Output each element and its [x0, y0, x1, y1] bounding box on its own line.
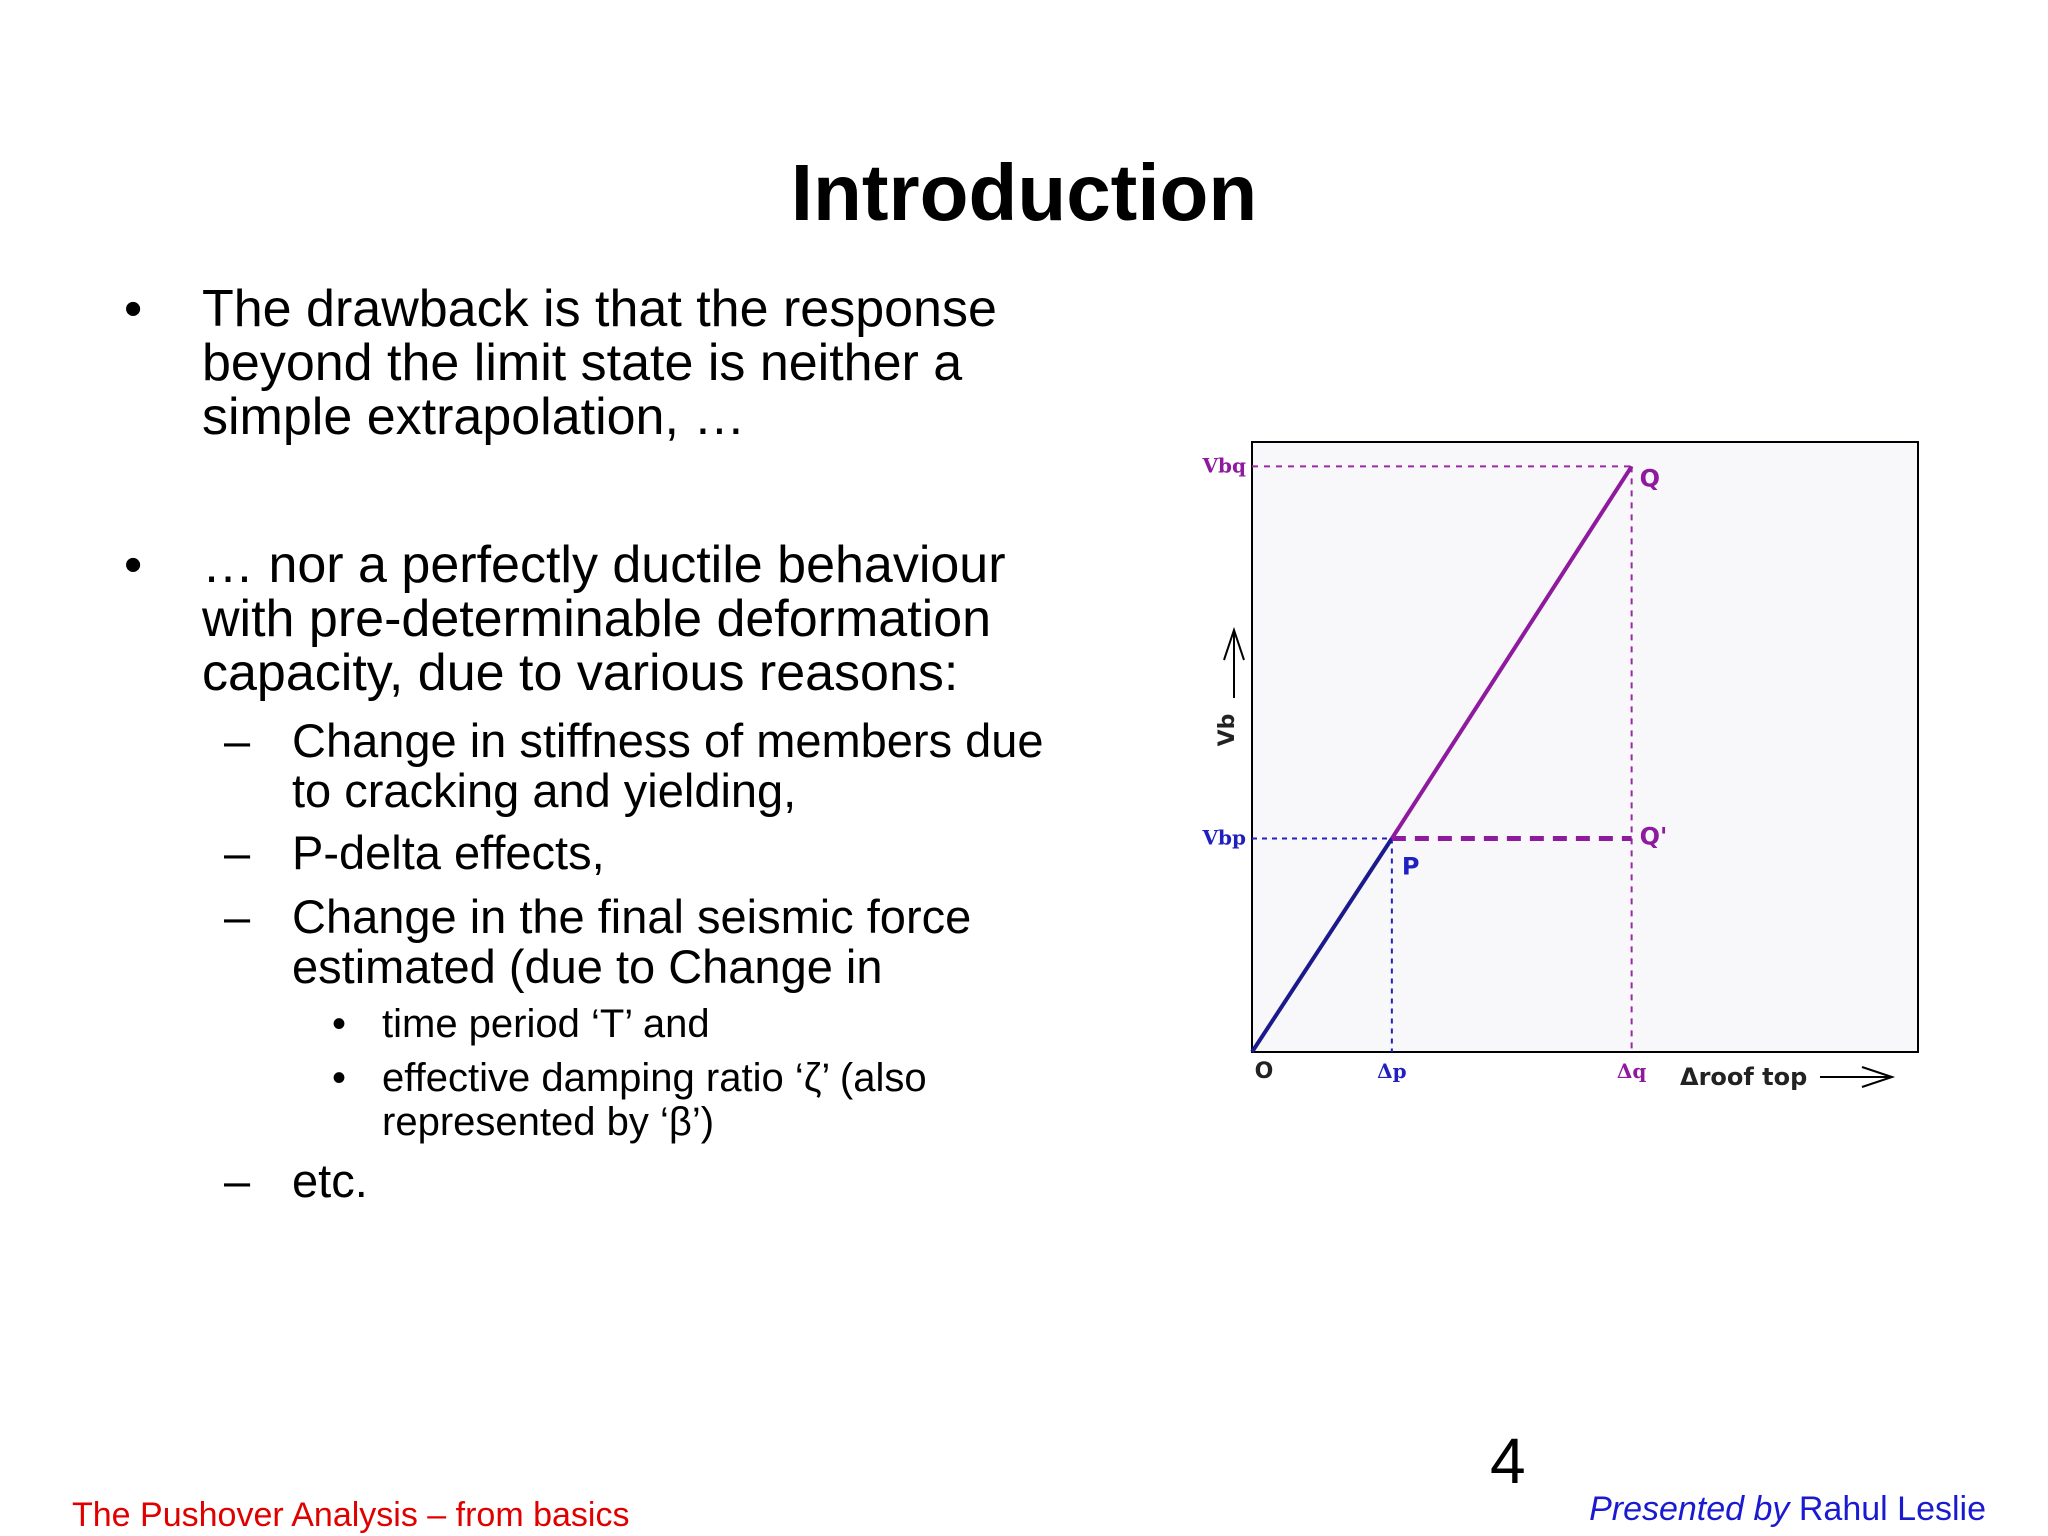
bullet-1-line-3: simple extrapolation, … — [202, 388, 746, 446]
subitem-3-line-2: estimated (due to Change in — [292, 940, 883, 993]
presented-by-label: Presented by — [1589, 1490, 1790, 1528]
bullet-marker: • — [332, 1056, 347, 1100]
y-tick-label-vbp: Vbp — [1202, 825, 1246, 850]
x-axis-label-group — [1680, 1063, 1892, 1091]
bullet-2-line-1: … nor a perfectly ductile behaviour — [202, 536, 1006, 594]
plot-area — [1252, 442, 1918, 1052]
dash-marker: – — [224, 714, 251, 767]
subitem-1-line-2: to cracking and yielding, — [292, 764, 797, 817]
point-label-q: Q — [1639, 464, 1661, 493]
bullet-2-line-2: with pre-determinable deformation — [202, 590, 992, 648]
dash-marker: – — [224, 826, 251, 879]
bullet-marker: • — [124, 280, 143, 338]
x-axis-label: Δroof top — [1680, 1063, 1808, 1091]
slide-title: Introduction — [790, 148, 1258, 237]
origin-label: O — [1254, 1059, 1274, 1084]
dash-marker: – — [224, 1154, 251, 1207]
subitem-2-line-1: P-delta effects, — [292, 826, 605, 879]
presenter-name: Rahul Leslie — [1798, 1490, 1986, 1528]
subitem-3-line-1: Change in the final seismic force — [292, 890, 972, 943]
point-label-p: P — [1401, 852, 1420, 881]
page-number: 4 — [1490, 1425, 1526, 1497]
y-tick-label-vbq: Vbq — [1202, 453, 1246, 478]
pushover-curve-chart — [1180, 420, 1920, 1120]
subsubitem-2-line-1: effective damping ratio ‘ζ’ (also — [382, 1056, 927, 1100]
y-axis-label: Vb — [1215, 713, 1240, 747]
bullet-2-line-3: capacity, due to various reasons: — [202, 644, 959, 702]
bullet-marker: • — [332, 1002, 347, 1046]
subitem-4-line-1: etc. — [292, 1154, 368, 1207]
bullet-1-line-2: beyond the limit state is neither a — [202, 334, 963, 392]
footer-title: The Pushover Analysis – from basics — [72, 1496, 630, 1534]
subsubitem-1-line-1: time period ‘T’ and — [382, 1002, 710, 1046]
footer-presenter — [1589, 1490, 1986, 1529]
bullet-1-line-1: The drawback is that the response — [202, 280, 997, 338]
x-tick-label-dq: Δq — [1616, 1059, 1647, 1083]
subsubitem-2-line-2: represented by ‘β’) — [382, 1100, 715, 1144]
bullet-marker: • — [124, 536, 143, 594]
x-tick-label-dp: Δp — [1377, 1059, 1407, 1083]
dash-marker: – — [224, 890, 251, 943]
point-label-q-prime: Q' — [1639, 822, 1668, 851]
subitem-1-line-1: Change in stiffness of members due — [292, 714, 1044, 767]
y-axis-label-group — [1215, 630, 1244, 746]
